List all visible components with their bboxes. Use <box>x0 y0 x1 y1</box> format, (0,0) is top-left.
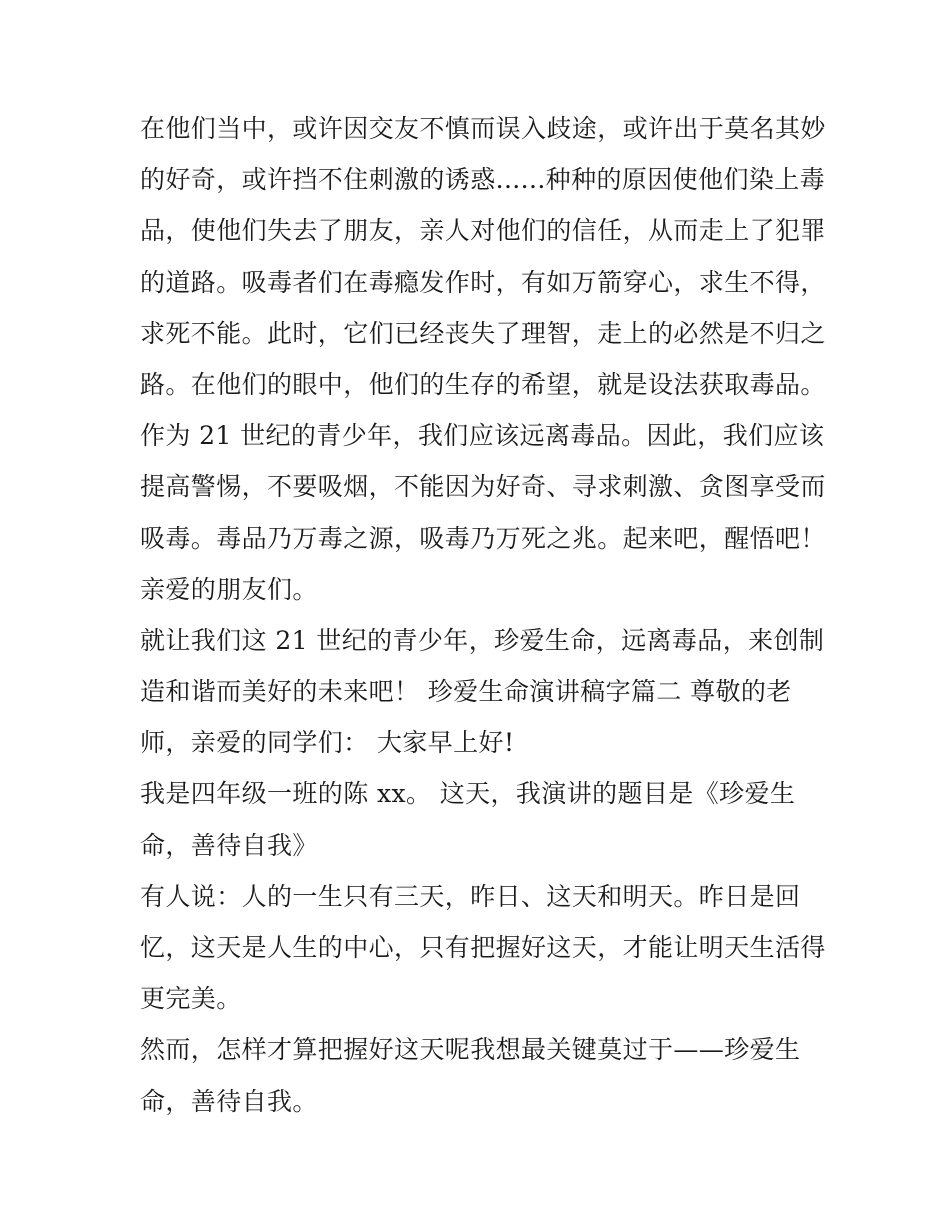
text-line: 命，善待自我》 <box>140 830 318 860</box>
text-line: 作为 21 世纪的青少年，我们应该远离毒品。因此，我们应该 <box>140 421 825 451</box>
text-line: 忆，这天是人生的中心，只有把握好这天，才能让明天生活得 <box>140 933 826 962</box>
text-line: 然而，怎样才算把握好这天呢我想最关键莫过于——珍爱生 <box>140 1035 801 1065</box>
text-line: 我是四年级一班的陈 xx。 这天，我演讲的题目是《珍爱生 <box>140 779 796 809</box>
text-line: 吸毒。毒品乃万毒之源，吸毒乃万死之兆。起来吧，醒悟吧！ <box>140 523 826 553</box>
text-line: 品，使他们失去了朋友，亲人对他们的信任，从而走上了犯罪 <box>140 216 826 246</box>
text-line: 就让我们这 21 世纪的青少年，珍爱生命，远离毒品，来创制 <box>140 625 825 655</box>
text-line: 的道路。吸毒者们在毒瘾发作时，有如万箭穿心，求生不得， <box>140 267 826 297</box>
text-line: 师，亲爱的同学们： 大家早上好! <box>140 728 515 758</box>
text-line: 求死不能。此时，它们已经丧失了理智，走上的必然是不归之 <box>140 318 826 348</box>
text-line: 提高警惕，不要吸烟，不能因为好奇、寻求刺激、贪图享受而 <box>140 472 826 502</box>
text-line: 有人说：人的一生只有三天，昨日、这天和明天。昨日是回 <box>140 881 801 911</box>
text-line: 路。在他们的眼中，他们的生存的希望，就是设法获取毒品。 <box>140 369 826 399</box>
text-line: 亲爱的朋友们。 <box>140 574 318 604</box>
text-line: 在他们当中，或许因交友不慎而误入歧途，或许出于莫名其妙 <box>140 114 826 143</box>
text-line: 命，善待自我。 <box>140 1086 318 1116</box>
text-line: 造和谐而美好的未来吧！ 珍爱生命演讲稿字篇二 尊敬的老 <box>140 677 792 707</box>
document-body <box>140 103 826 1127</box>
text-line: 更完美。 <box>140 984 242 1014</box>
text-line: 的好奇，或许挡不住刺激的诱惑......种种的原因使他们染上毒 <box>140 165 826 195</box>
